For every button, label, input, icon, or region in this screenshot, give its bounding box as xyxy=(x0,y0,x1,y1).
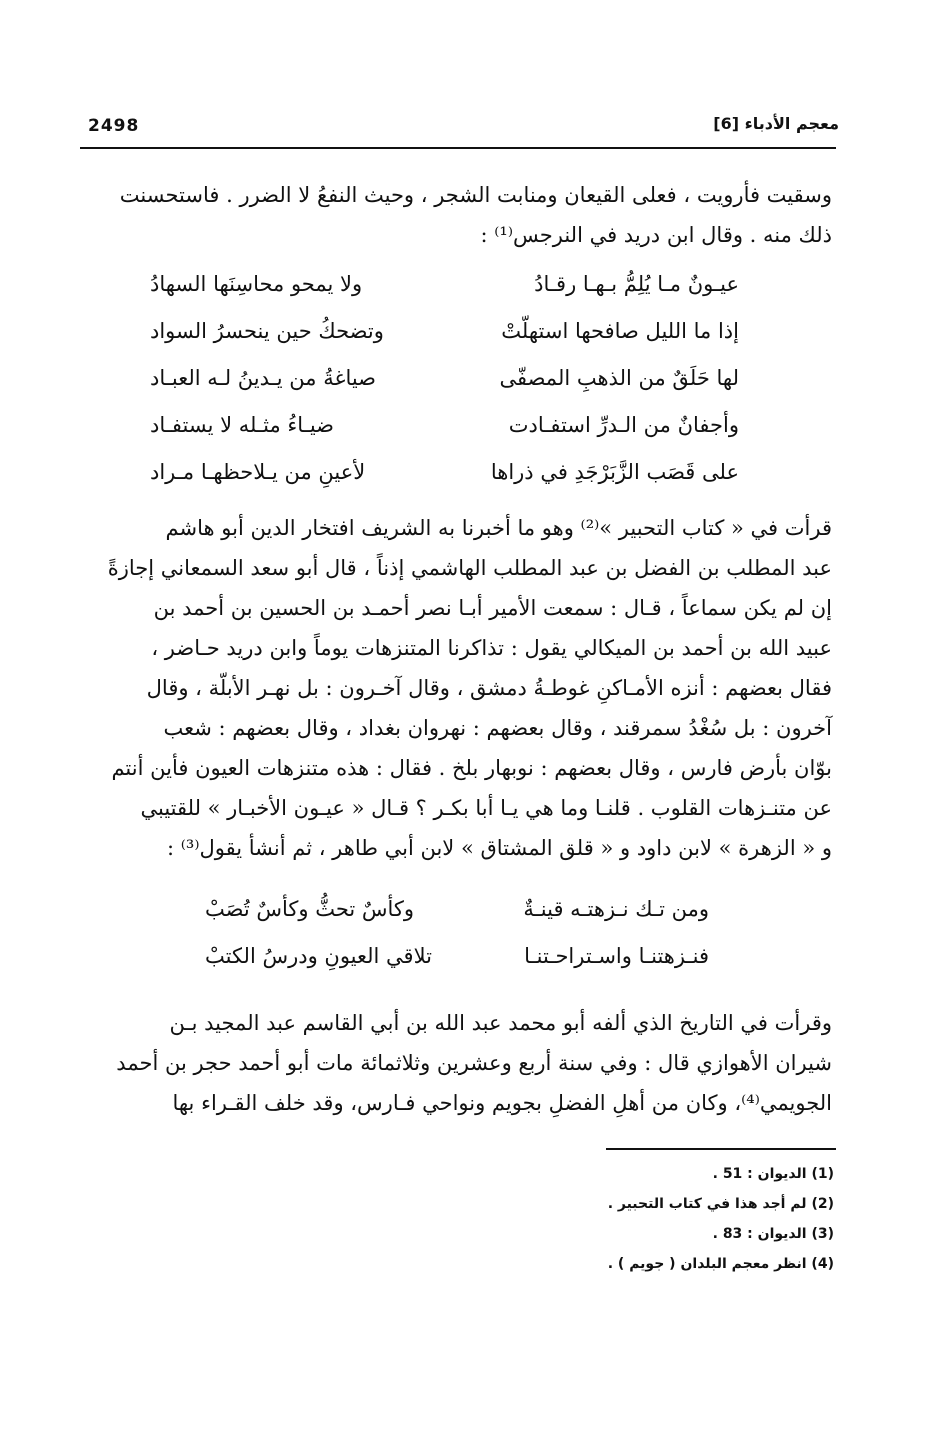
paragraph-line: و « الزهرة » لابن داود و « قلق المشتاق » لابن أبي طاهر ، ثم أنشأ يقول⁽³⁾ : xyxy=(166,836,832,860)
paragraph-2 xyxy=(78,508,832,868)
verse-second-hemistich: وتضحكُ حين ينحسرُ السواد xyxy=(150,319,384,343)
footnote: (3) الديوان : 83 . xyxy=(712,1226,834,1242)
poem-verse xyxy=(150,319,739,366)
verse-first-hemistich: إذا ما الليل صافحها استهلّتْ xyxy=(501,319,739,343)
poem-recreation xyxy=(205,897,709,991)
verse-second-hemistich: ولا يمحو محاسِنَها السهادُ xyxy=(150,272,363,296)
verse-first-hemistich: وأجفانٌ من الـدرِّ استفـادت xyxy=(508,413,739,437)
poem-verse xyxy=(150,460,739,507)
paragraph-3 xyxy=(78,1003,832,1123)
verse-second-hemistich: تلاقي العيونِ ودرسُ الكتبْ xyxy=(205,944,432,968)
verse-first-hemistich: عيـونٌ مـا يُلِمُّ بـهـا رقـادُ xyxy=(534,272,739,296)
poem-narcissus xyxy=(150,272,739,507)
page-number: 2498 xyxy=(88,116,140,136)
paragraph-line: فقال بعضهم : أنزه الأمـاكنِ غوطـةُ دمشق ، وقال آخـرون : بل نهـر الأبلّة ، وقال xyxy=(146,676,832,700)
running-title: معجم الأدباء [6] xyxy=(713,114,839,133)
verse-first-hemistich: على قَصَب الزَّبَرْجَدِ في ذراها xyxy=(490,460,739,484)
paragraph-line: وسقيت فأرويت ، فعلى القيعان ومنابت الشجر ، وحيث النفعُ لا الضرر . فاستحسنت xyxy=(119,183,832,207)
verse-first-hemistich: ومن تـك نـزهتـه قينـةٌ xyxy=(523,897,709,921)
footnote: (2) لم أجد هذا في كتاب التحبير . xyxy=(607,1196,834,1212)
footnotes xyxy=(608,1160,834,1280)
paragraph-line: وقرأت في التاريخ الذي ألفه أبو محمد عبد الله بن أبي القاسم عبد المجيد بـن xyxy=(169,1011,832,1035)
poem-verse xyxy=(150,413,739,460)
verse-second-hemistich: صياغةُ من يـدينُ لـه العبـاد xyxy=(150,366,377,390)
header-rule xyxy=(80,147,836,149)
verse-first-hemistich: فنـزهتنـا واسـتراحـتنـا xyxy=(524,944,709,968)
paragraph-line: شيران الأهوازي قال : وفي سنة أربع وعشرين وثلاثمائة مات أبو أحمد حجر بن أحمد xyxy=(116,1051,832,1075)
paragraph-line: قرأت في « كتاب التحبير »⁽²⁾ وهو ما أخبرنا به الشريف افتخار الدين أبو هاشم xyxy=(165,516,832,540)
paragraph-1 xyxy=(78,175,832,255)
paragraph-line: آخرون : بل سُغْدُ سمرقند ، وقال بعضهم : نهروان بغداد ، وقال بعضهم : شعب xyxy=(163,716,832,740)
poem-verse xyxy=(150,366,739,413)
verse-second-hemistich: ضيـاءُ مثـله لا يستفـاد xyxy=(150,413,334,437)
verse-second-hemistich: لأعينِ من يـلاحظهـا مـراد xyxy=(150,460,366,484)
poem-verse xyxy=(205,944,709,991)
paragraph-line: إن لم يكن سماعاً ، قـال : سمعت الأمير أبـا نصر أحمـد بن الحسين بن أحمد بن xyxy=(153,596,832,620)
footnote: (4) انظر معجم البلدان ( جويم ) . xyxy=(607,1256,834,1272)
poem-verse xyxy=(150,272,739,319)
paragraph-line: الجويمي⁽⁴⁾، وكان من أهلِ الفضلِ بجويم ونواحي فـارس، وقد خلف القـراء بها xyxy=(172,1091,832,1115)
poem-verse xyxy=(205,897,709,944)
paragraph-line: عن متنـزهات القلوب . قلنـا وما هي يـا أبا بكـر ؟ قـال « عيـون الأخبـار » للقتيبي xyxy=(140,796,832,820)
footnote-rule xyxy=(606,1148,836,1150)
footnote: (1) الديوان : 51 . xyxy=(712,1166,834,1182)
page-header xyxy=(80,112,839,144)
paragraph-line: ذلك منه . وقال ابن دريد في النرجس⁽¹⁾ : xyxy=(480,223,832,247)
verse-first-hemistich: لها حَلَقٌ من الذهبِ المصفّى xyxy=(499,366,739,390)
paragraph-line: عبيد الله بن أحمد بن الميكالي يقول : تذاكرنا المتنزهات يوماً وابن دريد حـاضر ، xyxy=(151,636,832,660)
paragraph-line: بوّان بأرض فارس ، وقال بعضهم : نوبهار بلخ . فقال : هذه متنزهات العيون فأين أنتم xyxy=(111,756,832,780)
verse-second-hemistich: وكأسٌ تحثُّ وكأسٌ تُصَبْ xyxy=(205,897,415,921)
paragraph-line: عبد المطلب بن الفضل بن عبد المطلب الهاشمي إذناً ، قال أبو سعد السمعاني إجازةً xyxy=(107,556,832,580)
